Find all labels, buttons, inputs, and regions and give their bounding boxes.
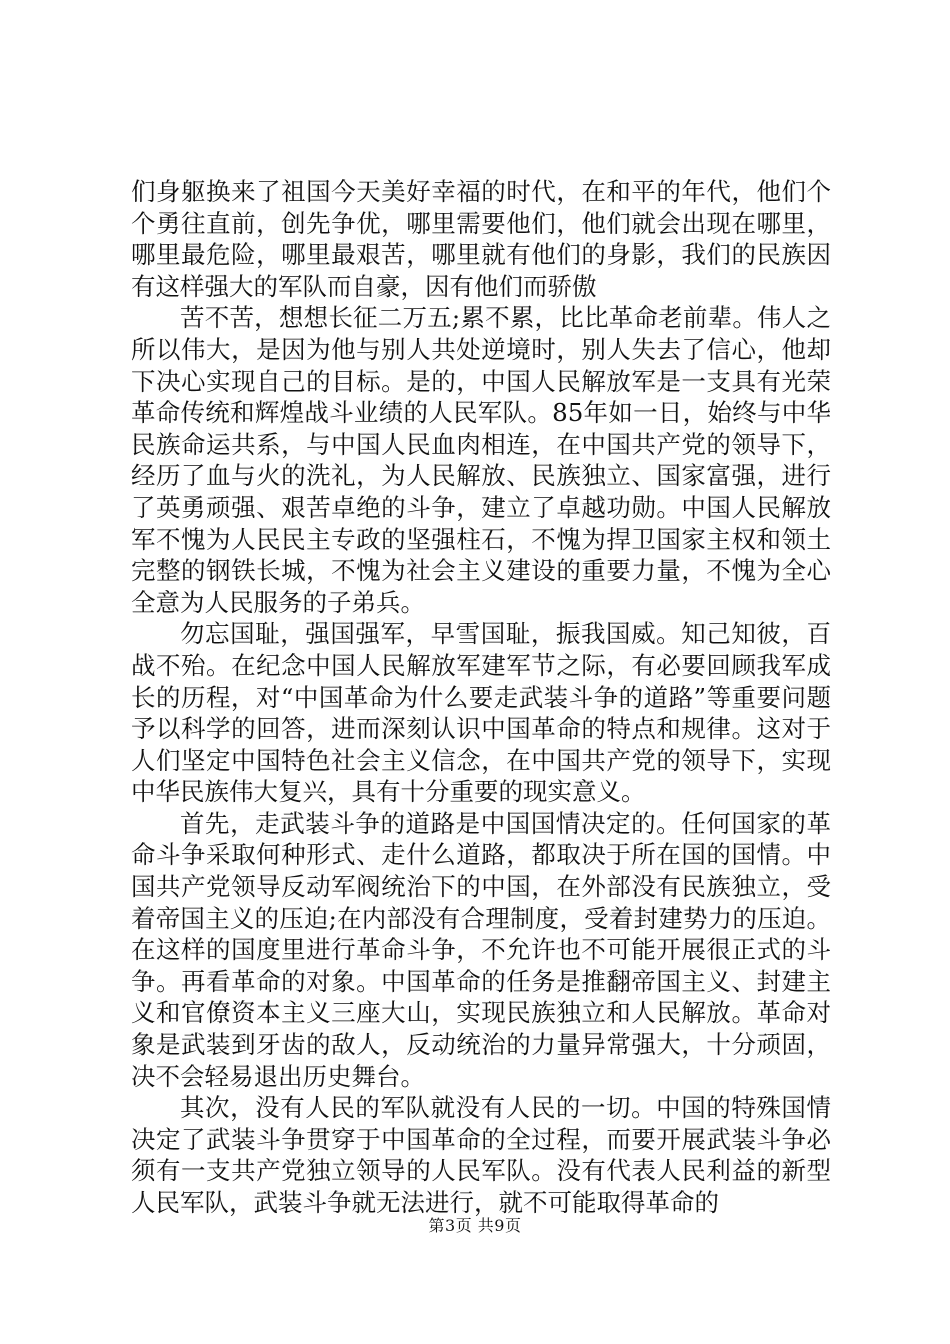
paragraph-long-march: 苦不苦，想想长征二万五;累不累，比比革命老前辈。伟人之所以伟大，是因为他与别人共处逆境时，别人失去了信心，他却下决心实现自己的目标。是的，中国人民解放军是一支具有光荣革命传统和辉煌战斗业绩的人民军队。85年如一日，始终与中华民族命运共系，与中国人民血肉相连，在中国共产党的领导下，经历了血与火的洗礼，为人民解放、民族独立、国家富强，进行了英勇顽强、艰苦卓绝的斗争，建立了卓越功勋。中国人民解放军不愧为人民民主专政的坚强柱石，不愧为捍卫国家主权和领土完整的钢铁长城，不愧为社会主义建设的重要力量，不愧为全心全意为人民服务的子弟兵。 (131, 303, 831, 617)
paragraph-first-point: 首先，走武装斗争的道路是中国国情决定的。任何国家的革命斗争采取何种形式、走什么道路，都取决于所在国的国情。中国共产党领导反动军阀统治下的中国，在外部没有民族独立，受着帝国主义的压迫;在内部没有合理制度，受着封建势力的压迫。在这样的国度里进行革命斗争，不允许也不可能开展很正式的斗争。再看革命的对象。中国革命的任务是推翻帝国主义、封建主义和官僚资本主义三座大山，实现民族独立和人民解放。革命对象是武装到牙齿的敌人，反动统治的力量异常强大，十分顽固，决不会轻易退出历史舞台。 (131, 808, 831, 1091)
page-footer: 第3页 共9页 (428, 1216, 522, 1235)
paragraph-second-point: 其次，没有人民的军队就没有人民的一切。中国的特殊国情决定了武装斗争贯穿于中国革命的全过程，而要开展武装斗争必须有一支共产党独立领导的人民军队。没有代表人民利益的新型人民军队，武装斗争就无法进行，就不可能取得革命的 (131, 1093, 831, 1217)
document-body (131, 176, 831, 1219)
paragraph-continuation: 们身躯换来了祖国今天美好幸福的时代，在和平的年代，他们个个勇往直前，创先争优，哪里需要他们，他们就会出现在哪里，哪里最危险，哪里最艰苦，哪里就有他们的身影，我们的民族因有这样强大的军队而自豪，因有他们而骄傲 (131, 177, 831, 301)
paragraph-national-humiliation: 勿忘国耻，强国强军，早雪国耻，振我国威。知己知彼，百战不殆。在纪念中国人民解放军建军节之际，有必要回顾我军成长的历程，对“中国革命为什么要走武装斗争的道路”等重要问题予以科学的回答，进而深刻认识中国革命的特点和规律。这对于人们坚定中国特色社会主义信念，在中国共产党的领导下，实现中华民族伟大复兴，具有十分重要的现实意义。 (131, 619, 831, 807)
